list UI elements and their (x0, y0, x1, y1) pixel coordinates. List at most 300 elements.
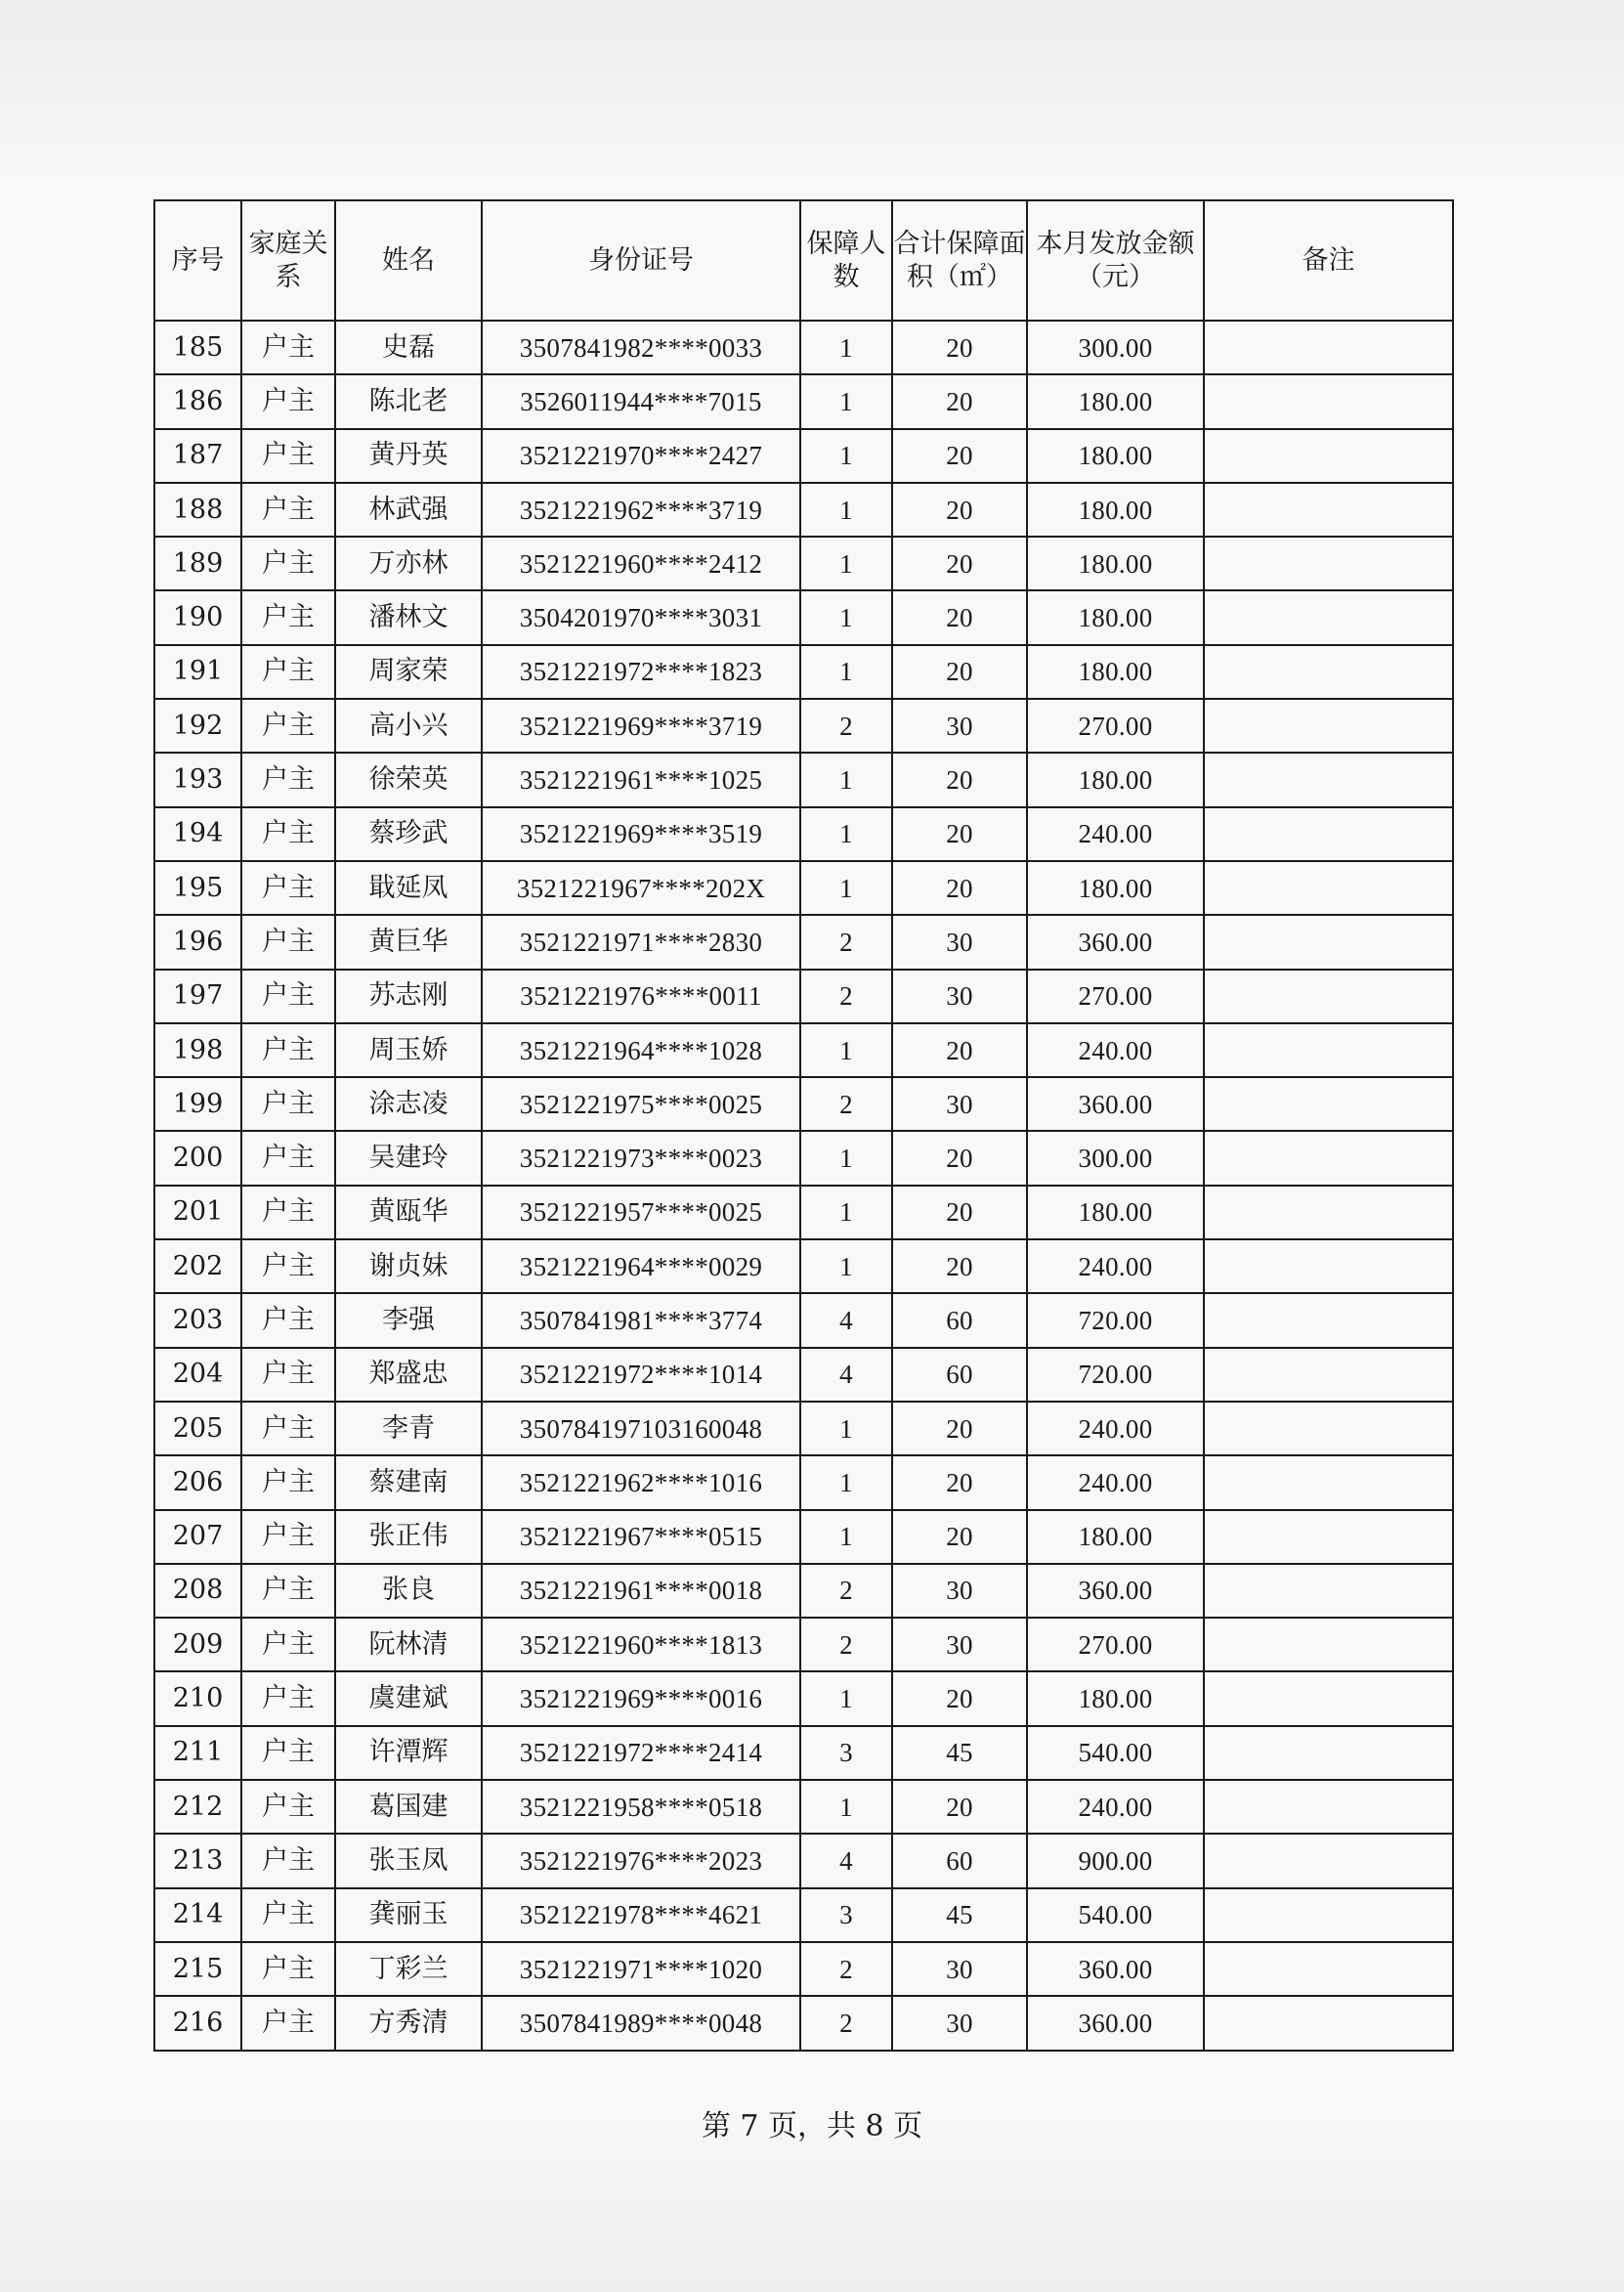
cell-remark (1204, 1996, 1453, 2050)
cell-name: 史磊 (335, 321, 482, 374)
cell-area: 20 (892, 1023, 1027, 1077)
cell-name: 蔡建南 (335, 1455, 482, 1509)
cell-seq: 195 (154, 861, 241, 915)
table-row (154, 1455, 1453, 1509)
cell-name: 万亦林 (335, 537, 482, 590)
cell-amount: 180.00 (1027, 429, 1204, 483)
cell-remark (1204, 1293, 1453, 1347)
table-row (154, 1239, 1453, 1293)
cell-area: 60 (892, 1348, 1027, 1402)
cell-persons: 1 (800, 537, 892, 590)
page-number-footer: 第 7 页，共 8 页 (701, 2109, 923, 2143)
cell-amount: 240.00 (1027, 1455, 1204, 1509)
header-relation: 家庭关系 (241, 200, 335, 321)
cell-seq: 188 (154, 483, 241, 537)
cell-seq: 210 (154, 1671, 241, 1725)
cell-relation: 户主 (241, 861, 335, 915)
cell-area: 20 (892, 1186, 1027, 1239)
cell-seq: 211 (154, 1726, 241, 1780)
cell-remark (1204, 699, 1453, 753)
table-row (154, 1780, 1453, 1834)
cell-amount: 360.00 (1027, 1077, 1204, 1131)
table-row (154, 429, 1453, 483)
cell-persons: 1 (800, 753, 892, 806)
cell-remark (1204, 915, 1453, 969)
table-row (154, 483, 1453, 537)
cell-id-number: 3521221964****1028 (482, 1023, 800, 1077)
cell-persons: 1 (800, 1023, 892, 1077)
cell-id-number: 3521221960****2412 (482, 537, 800, 590)
cell-area: 60 (892, 1293, 1027, 1347)
cell-area: 20 (892, 429, 1027, 483)
cell-remark (1204, 1780, 1453, 1834)
table-row (154, 753, 1453, 806)
cell-amount: 240.00 (1027, 1239, 1204, 1293)
cell-id-number: 3521221964****0029 (482, 1239, 800, 1293)
cell-name: 陈北老 (335, 374, 482, 428)
cell-relation: 户主 (241, 970, 335, 1023)
cell-name: 葛国建 (335, 1780, 482, 1834)
cell-relation: 户主 (241, 429, 335, 483)
cell-amount: 720.00 (1027, 1293, 1204, 1347)
cell-relation: 户主 (241, 1455, 335, 1509)
cell-remark (1204, 970, 1453, 1023)
subsidy-roster-table (153, 199, 1454, 2052)
cell-relation: 户主 (241, 753, 335, 806)
table-row (154, 1618, 1453, 1671)
cell-remark (1204, 807, 1453, 861)
cell-relation: 户主 (241, 1564, 335, 1618)
cell-relation: 户主 (241, 807, 335, 861)
cell-id-number: 3521221958****0518 (482, 1780, 800, 1834)
cell-persons: 1 (800, 1186, 892, 1239)
cell-area: 20 (892, 1510, 1027, 1564)
cell-remark (1204, 321, 1453, 374)
cell-remark (1204, 1726, 1453, 1780)
cell-relation: 户主 (241, 1888, 335, 1942)
cell-seq: 215 (154, 1942, 241, 1996)
cell-name: 虞建斌 (335, 1671, 482, 1725)
cell-id-number: 3521221976****0011 (482, 970, 800, 1023)
cell-amount: 360.00 (1027, 1996, 1204, 2050)
cell-id-number: 3521221960****1813 (482, 1618, 800, 1671)
cell-seq: 193 (154, 753, 241, 806)
cell-amount: 180.00 (1027, 861, 1204, 915)
cell-area: 20 (892, 753, 1027, 806)
cell-id-number: 3526011944****7015 (482, 374, 800, 428)
cell-persons: 2 (800, 1618, 892, 1671)
cell-seq: 189 (154, 537, 241, 590)
cell-area: 45 (892, 1726, 1027, 1780)
cell-name: 周玉娇 (335, 1023, 482, 1077)
cell-relation: 户主 (241, 645, 335, 699)
cell-area: 20 (892, 645, 1027, 699)
cell-name: 吴建玲 (335, 1131, 482, 1185)
cell-remark (1204, 861, 1453, 915)
cell-amount: 540.00 (1027, 1726, 1204, 1780)
cell-amount: 180.00 (1027, 1671, 1204, 1725)
cell-name: 龚丽玉 (335, 1888, 482, 1942)
table-row (154, 1671, 1453, 1725)
cell-name: 黄巨华 (335, 915, 482, 969)
cell-amount: 180.00 (1027, 590, 1204, 644)
cell-name: 李青 (335, 1402, 482, 1455)
cell-seq: 212 (154, 1780, 241, 1834)
cell-persons: 4 (800, 1834, 892, 1887)
cell-name: 谢贞妹 (335, 1239, 482, 1293)
cell-seq: 190 (154, 590, 241, 644)
cell-seq: 203 (154, 1293, 241, 1347)
table-row (154, 1293, 1453, 1347)
cell-seq: 198 (154, 1023, 241, 1077)
cell-name: 李强 (335, 1293, 482, 1347)
cell-seq: 200 (154, 1131, 241, 1185)
cell-name: 黄丹英 (335, 429, 482, 483)
cell-seq: 192 (154, 699, 241, 753)
cell-area: 60 (892, 1834, 1027, 1887)
cell-area: 30 (892, 1618, 1027, 1671)
cell-amount: 180.00 (1027, 645, 1204, 699)
table-row (154, 861, 1453, 915)
cell-persons: 2 (800, 970, 892, 1023)
cell-name: 张良 (335, 1564, 482, 1618)
cell-name: 徐荣英 (335, 753, 482, 806)
cell-amount: 240.00 (1027, 807, 1204, 861)
cell-persons: 1 (800, 807, 892, 861)
cell-seq: 191 (154, 645, 241, 699)
cell-relation: 户主 (241, 1996, 335, 2050)
cell-remark (1204, 1942, 1453, 1996)
cell-id-number: 3521221969****0016 (482, 1671, 800, 1725)
cell-relation: 户主 (241, 1077, 335, 1131)
cell-seq: 196 (154, 915, 241, 969)
table-row (154, 915, 1453, 969)
cell-area: 20 (892, 1402, 1027, 1455)
cell-name: 涂志凌 (335, 1077, 482, 1131)
cell-area: 20 (892, 374, 1027, 428)
cell-name: 苏志刚 (335, 970, 482, 1023)
cell-name: 许潭辉 (335, 1726, 482, 1780)
table-row (154, 1348, 1453, 1402)
cell-relation: 户主 (241, 699, 335, 753)
cell-persons: 1 (800, 1239, 892, 1293)
table-row (154, 1077, 1453, 1131)
cell-persons: 1 (800, 1510, 892, 1564)
cell-remark (1204, 753, 1453, 806)
cell-persons: 3 (800, 1888, 892, 1942)
cell-amount: 180.00 (1027, 1186, 1204, 1239)
table-row (154, 537, 1453, 590)
cell-area: 20 (892, 590, 1027, 644)
cell-area: 45 (892, 1888, 1027, 1942)
table-row (154, 1023, 1453, 1077)
table-row (154, 970, 1453, 1023)
cell-relation: 户主 (241, 915, 335, 969)
cell-remark (1204, 1834, 1453, 1887)
cell-area: 20 (892, 861, 1027, 915)
cell-relation: 户主 (241, 1131, 335, 1185)
cell-seq: 214 (154, 1888, 241, 1942)
cell-persons: 2 (800, 699, 892, 753)
cell-amount: 270.00 (1027, 1618, 1204, 1671)
cell-seq: 194 (154, 807, 241, 861)
cell-relation: 户主 (241, 1186, 335, 1239)
cell-persons: 2 (800, 915, 892, 969)
cell-relation: 户主 (241, 1510, 335, 1564)
cell-amount: 360.00 (1027, 1942, 1204, 1996)
cell-seq: 202 (154, 1239, 241, 1293)
cell-seq: 185 (154, 321, 241, 374)
cell-id-number: 350784197103160048 (482, 1402, 800, 1455)
cell-id-number: 3521221976****2023 (482, 1834, 800, 1887)
cell-amount: 720.00 (1027, 1348, 1204, 1402)
cell-persons: 1 (800, 1402, 892, 1455)
cell-relation: 户主 (241, 1618, 335, 1671)
cell-amount: 360.00 (1027, 915, 1204, 969)
cell-persons: 1 (800, 590, 892, 644)
cell-seq: 205 (154, 1402, 241, 1455)
cell-persons: 2 (800, 1564, 892, 1618)
table-row (154, 374, 1453, 428)
cell-remark (1204, 1077, 1453, 1131)
cell-amount: 180.00 (1027, 374, 1204, 428)
cell-seq: 201 (154, 1186, 241, 1239)
table-row (154, 321, 1453, 374)
cell-amount: 540.00 (1027, 1888, 1204, 1942)
cell-area: 30 (892, 970, 1027, 1023)
cell-amount: 900.00 (1027, 1834, 1204, 1887)
cell-name: 丁彩兰 (335, 1942, 482, 1996)
table-row (154, 1942, 1453, 1996)
cell-remark (1204, 1510, 1453, 1564)
cell-id-number: 3521221967****0515 (482, 1510, 800, 1564)
cell-name: 阮林清 (335, 1618, 482, 1671)
cell-persons: 2 (800, 1996, 892, 2050)
table-row (154, 1564, 1453, 1618)
cell-id-number: 3521221971****1020 (482, 1942, 800, 1996)
cell-remark (1204, 590, 1453, 644)
cell-persons: 1 (800, 1671, 892, 1725)
cell-relation: 户主 (241, 374, 335, 428)
cell-remark (1204, 1023, 1453, 1077)
table-row (154, 699, 1453, 753)
cell-remark (1204, 1564, 1453, 1618)
cell-remark (1204, 1239, 1453, 1293)
table-row (154, 1402, 1453, 1455)
cell-persons: 1 (800, 374, 892, 428)
cell-name: 张玉凤 (335, 1834, 482, 1887)
cell-id-number: 3521221962****3719 (482, 483, 800, 537)
table-row (154, 1186, 1453, 1239)
cell-relation: 户主 (241, 1239, 335, 1293)
cell-amount: 180.00 (1027, 537, 1204, 590)
cell-id-number: 3521221975****0025 (482, 1077, 800, 1131)
cell-relation: 户主 (241, 1023, 335, 1077)
cell-seq: 208 (154, 1564, 241, 1618)
cell-remark (1204, 1131, 1453, 1185)
cell-area: 30 (892, 915, 1027, 969)
cell-amount: 240.00 (1027, 1780, 1204, 1834)
cell-relation: 户主 (241, 1293, 335, 1347)
cell-amount: 240.00 (1027, 1402, 1204, 1455)
cell-remark (1204, 645, 1453, 699)
table-header-row (154, 200, 1453, 321)
cell-area: 20 (892, 807, 1027, 861)
cell-relation: 户主 (241, 1834, 335, 1887)
cell-id-number: 3521221972****2414 (482, 1726, 800, 1780)
cell-id-number: 3521221961****0018 (482, 1564, 800, 1618)
cell-remark (1204, 537, 1453, 590)
cell-persons: 1 (800, 483, 892, 537)
cell-persons: 1 (800, 429, 892, 483)
header-persons: 保障人数 (800, 200, 892, 321)
cell-persons: 1 (800, 861, 892, 915)
cell-relation: 户主 (241, 1726, 335, 1780)
cell-area: 20 (892, 1671, 1027, 1725)
cell-area: 30 (892, 1564, 1027, 1618)
cell-id-number: 3521221972****1014 (482, 1348, 800, 1402)
cell-remark (1204, 1402, 1453, 1455)
cell-area: 20 (892, 483, 1027, 537)
cell-id-number: 3521221962****1016 (482, 1455, 800, 1509)
cell-area: 20 (892, 1455, 1027, 1509)
cell-area: 30 (892, 1996, 1027, 2050)
table-row (154, 1888, 1453, 1942)
cell-amount: 240.00 (1027, 1023, 1204, 1077)
cell-id-number: 3504201970****3031 (482, 590, 800, 644)
cell-seq: 204 (154, 1348, 241, 1402)
cell-id-number: 3507841982****0033 (482, 321, 800, 374)
cell-id-number: 3521221978****4621 (482, 1888, 800, 1942)
cell-relation: 户主 (241, 590, 335, 644)
cell-id-number: 3507841981****3774 (482, 1293, 800, 1347)
cell-seq: 186 (154, 374, 241, 428)
cell-name: 蔡珍武 (335, 807, 482, 861)
cell-id-number: 3521221961****1025 (482, 753, 800, 806)
cell-relation: 户主 (241, 1671, 335, 1725)
table-row (154, 1726, 1453, 1780)
cell-id-number: 3521221972****1823 (482, 645, 800, 699)
cell-id-number: 3521221957****0025 (482, 1186, 800, 1239)
cell-area: 20 (892, 1780, 1027, 1834)
cell-persons: 4 (800, 1293, 892, 1347)
cell-amount: 180.00 (1027, 753, 1204, 806)
cell-relation: 户主 (241, 1402, 335, 1455)
table-row (154, 590, 1453, 644)
cell-persons: 3 (800, 1726, 892, 1780)
cell-name: 林武强 (335, 483, 482, 537)
table-row (154, 645, 1453, 699)
cell-amount: 300.00 (1027, 1131, 1204, 1185)
cell-name: 郑盛忠 (335, 1348, 482, 1402)
cell-remark (1204, 1671, 1453, 1725)
header-name: 姓名 (335, 200, 482, 321)
header-area: 合计保障面积（㎡） (892, 200, 1027, 321)
cell-name: 方秀清 (335, 1996, 482, 2050)
cell-relation: 户主 (241, 1942, 335, 1996)
cell-amount: 270.00 (1027, 970, 1204, 1023)
cell-persons: 1 (800, 1455, 892, 1509)
cell-remark (1204, 1618, 1453, 1671)
cell-amount: 180.00 (1027, 1510, 1204, 1564)
cell-remark (1204, 429, 1453, 483)
header-seq: 序号 (154, 200, 241, 321)
cell-persons: 4 (800, 1348, 892, 1402)
cell-name: 潘林文 (335, 590, 482, 644)
cell-id-number: 3521221970****2427 (482, 429, 800, 483)
table-body (154, 321, 1453, 2051)
cell-seq: 207 (154, 1510, 241, 1564)
cell-area: 20 (892, 1131, 1027, 1185)
cell-persons: 1 (800, 1131, 892, 1185)
header-remark: 备注 (1204, 200, 1453, 321)
cell-amount: 270.00 (1027, 699, 1204, 753)
cell-seq: 216 (154, 1996, 241, 2050)
cell-relation: 户主 (241, 1348, 335, 1402)
cell-seq: 209 (154, 1618, 241, 1671)
cell-id-number: 3521221969****3519 (482, 807, 800, 861)
cell-name: 张正伟 (335, 1510, 482, 1564)
cell-persons: 2 (800, 1077, 892, 1131)
cell-area: 30 (892, 1077, 1027, 1131)
cell-seq: 199 (154, 1077, 241, 1131)
table-row (154, 1510, 1453, 1564)
cell-area: 20 (892, 321, 1027, 374)
cell-id-number: 3521221969****3719 (482, 699, 800, 753)
cell-relation: 户主 (241, 1780, 335, 1834)
header-id-number: 身份证号 (482, 200, 800, 321)
cell-amount: 300.00 (1027, 321, 1204, 374)
cell-name: 周家荣 (335, 645, 482, 699)
cell-amount: 360.00 (1027, 1564, 1204, 1618)
cell-remark (1204, 1888, 1453, 1942)
cell-name: 高小兴 (335, 699, 482, 753)
cell-remark (1204, 374, 1453, 428)
cell-seq: 187 (154, 429, 241, 483)
cell-id-number: 3521221967****202X (482, 861, 800, 915)
header-amount: 本月发放金额（元） (1027, 200, 1204, 321)
cell-name: 黄瓯华 (335, 1186, 482, 1239)
table-row (154, 1131, 1453, 1185)
cell-id-number: 3521221971****2830 (482, 915, 800, 969)
cell-persons: 1 (800, 1780, 892, 1834)
cell-seq: 206 (154, 1455, 241, 1509)
cell-relation: 户主 (241, 483, 335, 537)
cell-remark (1204, 483, 1453, 537)
cell-area: 20 (892, 537, 1027, 590)
cell-persons: 1 (800, 645, 892, 699)
cell-remark (1204, 1186, 1453, 1239)
cell-persons: 1 (800, 321, 892, 374)
cell-relation: 户主 (241, 321, 335, 374)
cell-persons: 2 (800, 1942, 892, 1996)
cell-area: 30 (892, 699, 1027, 753)
cell-seq: 213 (154, 1834, 241, 1887)
cell-id-number: 3507841989****0048 (482, 1996, 800, 2050)
cell-area: 20 (892, 1239, 1027, 1293)
cell-amount: 180.00 (1027, 483, 1204, 537)
table-row (154, 1834, 1453, 1887)
table-row (154, 1996, 1453, 2050)
cell-seq: 197 (154, 970, 241, 1023)
table-row (154, 807, 1453, 861)
cell-name: 戢延凤 (335, 861, 482, 915)
cell-remark (1204, 1455, 1453, 1509)
cell-area: 30 (892, 1942, 1027, 1996)
cell-remark (1204, 1348, 1453, 1402)
cell-relation: 户主 (241, 537, 335, 590)
cell-id-number: 3521221973****0023 (482, 1131, 800, 1185)
